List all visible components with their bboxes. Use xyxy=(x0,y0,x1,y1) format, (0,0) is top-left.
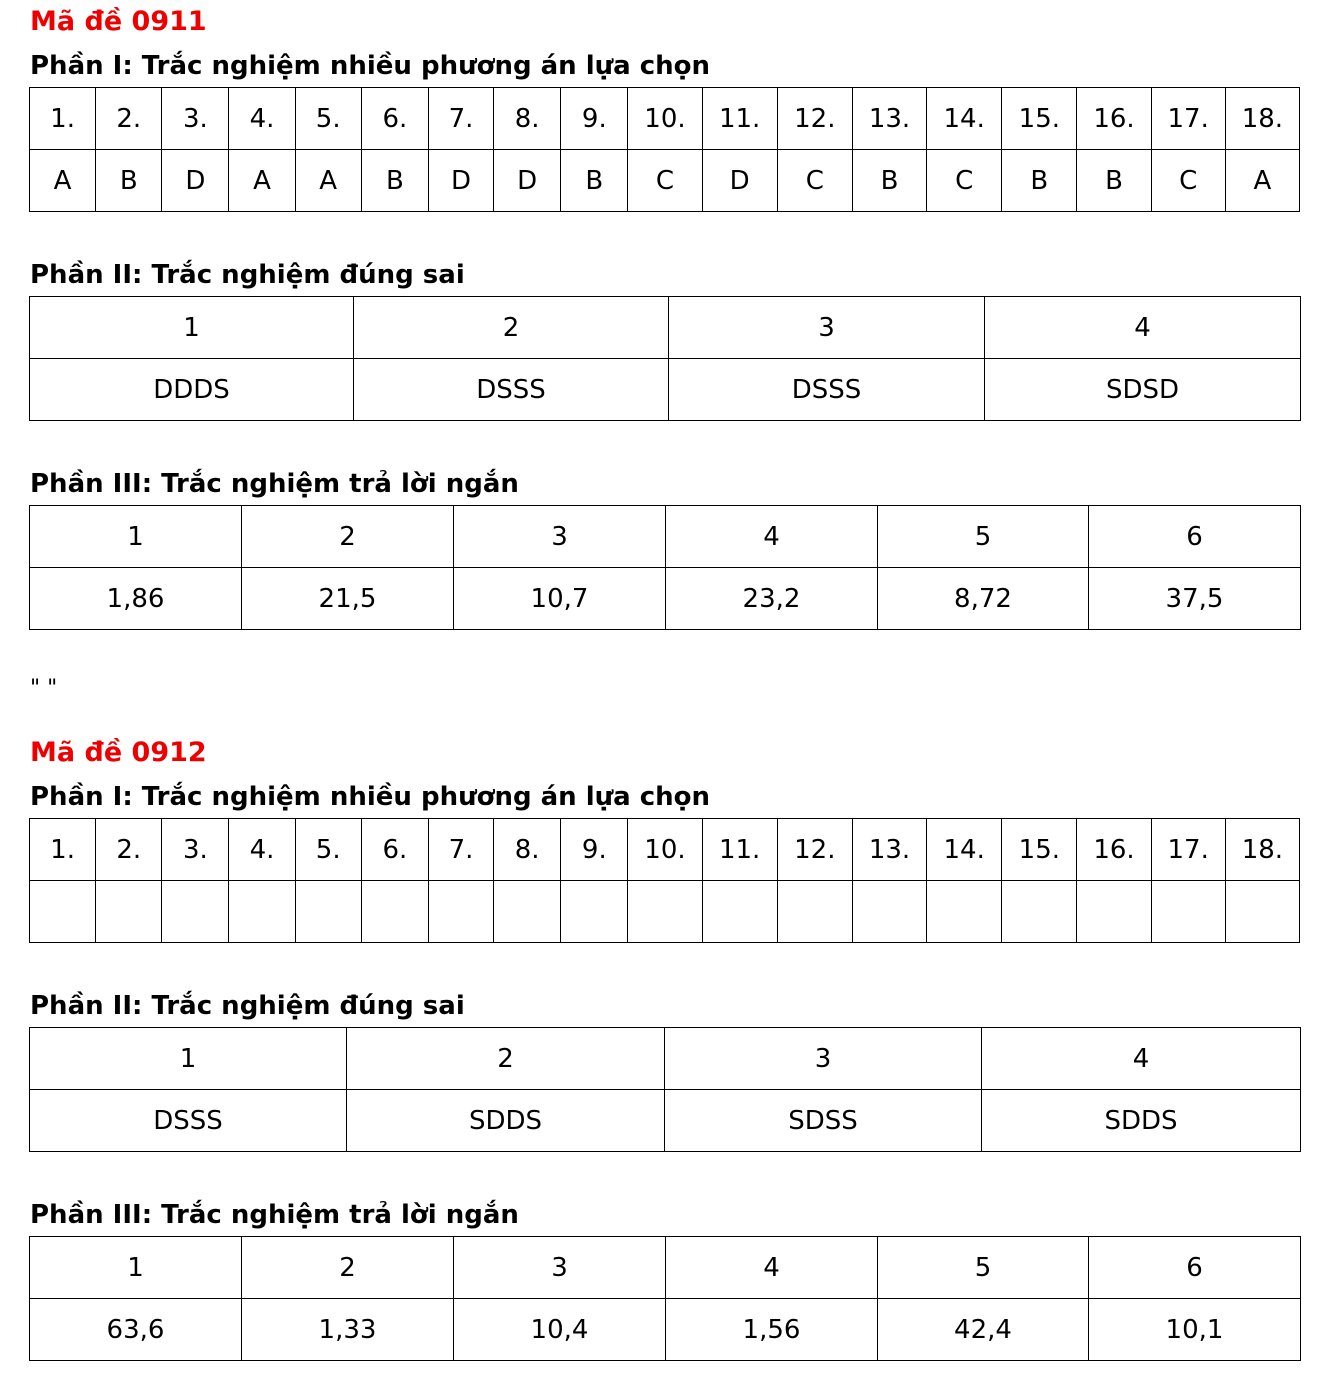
table-answer-row xyxy=(30,150,1300,212)
answer-cell xyxy=(1002,881,1077,943)
answer-cell: B xyxy=(1002,150,1077,212)
question-number-cell: 3 xyxy=(669,297,985,359)
question-number-cell: 18. xyxy=(1225,819,1299,881)
question-number-cell: 15. xyxy=(1002,88,1077,150)
question-number-cell: 2. xyxy=(96,819,162,881)
answer-cell: A xyxy=(295,150,361,212)
question-number-cell: 4. xyxy=(229,88,295,150)
answer-cell: SDSS xyxy=(665,1090,982,1152)
question-number-cell: 15. xyxy=(1002,819,1077,881)
question-number-cell: 6. xyxy=(361,819,428,881)
question-number-cell: 1. xyxy=(30,819,96,881)
table-answer-row xyxy=(30,1090,1301,1152)
table-header-row xyxy=(30,297,1301,359)
question-number-cell: 3 xyxy=(665,1028,982,1090)
answer-cell: SDSD xyxy=(985,359,1301,421)
part1-answer-table xyxy=(29,818,1300,943)
question-number-cell: 1 xyxy=(30,1237,242,1299)
separator-text: " " xyxy=(30,676,58,701)
answer-cell: A xyxy=(1225,150,1299,212)
question-number-cell: 6 xyxy=(1089,506,1301,568)
answer-cell: C xyxy=(628,150,702,212)
question-number-cell: 2. xyxy=(96,88,162,150)
exam-code-title: Mã đề 0911 xyxy=(30,6,207,37)
question-number-cell: 4 xyxy=(666,506,878,568)
answer-cell: 42,4 xyxy=(878,1299,1089,1361)
question-number-cell: 1. xyxy=(30,88,96,150)
question-number-cell: 2 xyxy=(354,297,669,359)
table-answer-row xyxy=(30,359,1301,421)
answer-cell: B xyxy=(1077,150,1151,212)
answer-cell: DSSS xyxy=(30,1090,347,1152)
question-number-cell: 5 xyxy=(878,1237,1089,1299)
answer-cell xyxy=(229,881,295,943)
question-number-cell: 1 xyxy=(30,506,242,568)
table-header-row xyxy=(30,88,1300,150)
part3-answer-table xyxy=(29,505,1301,630)
answer-cell xyxy=(295,881,361,943)
part2-title: Phần II: Trắc nghiệm đúng sai xyxy=(30,260,465,290)
answer-cell xyxy=(361,881,428,943)
question-number-cell: 2 xyxy=(347,1028,665,1090)
answer-cell xyxy=(162,881,229,943)
question-number-cell: 4 xyxy=(666,1237,878,1299)
answer-cell xyxy=(30,881,96,943)
answer-cell: C xyxy=(777,150,852,212)
question-number-cell: 9. xyxy=(561,819,628,881)
answer-cell: 10,1 xyxy=(1089,1299,1301,1361)
question-number-cell: 3 xyxy=(454,1237,666,1299)
question-number-cell: 5. xyxy=(295,88,361,150)
answer-cell: SDDS xyxy=(347,1090,665,1152)
part2-title: Phần II: Trắc nghiệm đúng sai xyxy=(30,991,465,1021)
question-number-cell: 3. xyxy=(162,819,229,881)
question-number-cell: 7. xyxy=(428,88,493,150)
answer-cell: A xyxy=(229,150,295,212)
question-number-cell: 17. xyxy=(1151,819,1225,881)
answer-cell: 8,72 xyxy=(878,568,1089,630)
table-header-row xyxy=(30,506,1301,568)
question-number-cell: 17. xyxy=(1151,88,1225,150)
answer-cell: 37,5 xyxy=(1089,568,1301,630)
question-number-cell: 11. xyxy=(702,88,777,150)
answer-cell xyxy=(1077,881,1151,943)
question-number-cell: 12. xyxy=(777,88,852,150)
answer-cell: DSSS xyxy=(354,359,669,421)
answer-cell: D xyxy=(494,150,561,212)
answer-cell: B xyxy=(96,150,162,212)
question-number-cell: 3. xyxy=(162,88,229,150)
table-header-row xyxy=(30,1028,1301,1090)
part1-answer-table xyxy=(29,87,1300,212)
question-number-cell: 6. xyxy=(361,88,428,150)
answer-cell xyxy=(1225,881,1299,943)
part1-title: Phần I: Trắc nghiệm nhiều phương án lựa chọn xyxy=(30,51,711,81)
table-header-row xyxy=(30,819,1300,881)
exam-code-title: Mã đề 0912 xyxy=(30,737,207,768)
question-number-cell: 8. xyxy=(494,819,561,881)
answer-cell: 1,86 xyxy=(30,568,242,630)
answer-cell xyxy=(561,881,628,943)
part2-answer-table xyxy=(29,296,1301,421)
question-number-cell: 5 xyxy=(878,506,1089,568)
answer-cell xyxy=(628,881,702,943)
answer-cell xyxy=(852,881,926,943)
question-number-cell: 8. xyxy=(494,88,561,150)
question-number-cell: 18. xyxy=(1225,88,1299,150)
answer-cell xyxy=(494,881,561,943)
answer-cell xyxy=(927,881,1002,943)
answer-cell xyxy=(1151,881,1225,943)
answer-cell: 23,2 xyxy=(666,568,878,630)
answer-cell xyxy=(702,881,777,943)
answer-cell: C xyxy=(1151,150,1225,212)
question-number-cell: 9. xyxy=(561,88,628,150)
answer-cell: 1,33 xyxy=(242,1299,454,1361)
question-number-cell: 7. xyxy=(428,819,493,881)
question-number-cell: 5. xyxy=(295,819,361,881)
question-number-cell: 4 xyxy=(985,297,1301,359)
question-number-cell: 14. xyxy=(927,819,1002,881)
part1-title: Phần I: Trắc nghiệm nhiều phương án lựa chọn xyxy=(30,782,711,812)
part3-answer-table xyxy=(29,1236,1301,1361)
question-number-cell: 2 xyxy=(242,506,454,568)
answer-cell: C xyxy=(927,150,1002,212)
answer-cell: 10,4 xyxy=(454,1299,666,1361)
question-number-cell: 11. xyxy=(702,819,777,881)
answer-cell: A xyxy=(30,150,96,212)
question-number-cell: 1 xyxy=(30,297,354,359)
answer-cell xyxy=(777,881,852,943)
question-number-cell: 12. xyxy=(777,819,852,881)
answer-cell: 63,6 xyxy=(30,1299,242,1361)
question-number-cell: 10. xyxy=(628,88,702,150)
question-number-cell: 6 xyxy=(1089,1237,1301,1299)
question-number-cell: 13. xyxy=(852,819,926,881)
answer-cell: B xyxy=(561,150,628,212)
question-number-cell: 13. xyxy=(852,88,926,150)
question-number-cell: 2 xyxy=(242,1237,454,1299)
question-number-cell: 4. xyxy=(229,819,295,881)
question-number-cell: 10. xyxy=(628,819,702,881)
question-number-cell: 3 xyxy=(454,506,666,568)
table-answer-row xyxy=(30,1299,1301,1361)
answer-cell: B xyxy=(361,150,428,212)
table-header-row xyxy=(30,1237,1301,1299)
question-number-cell: 16. xyxy=(1077,88,1151,150)
table-answer-row xyxy=(30,881,1300,943)
answer-cell: 10,7 xyxy=(454,568,666,630)
answer-cell: 21,5 xyxy=(242,568,454,630)
answer-cell: DSSS xyxy=(669,359,985,421)
part3-title: Phần III: Trắc nghiệm trả lời ngắn xyxy=(30,469,519,499)
question-number-cell: 14. xyxy=(927,88,1002,150)
answer-cell: D xyxy=(162,150,229,212)
answer-cell: B xyxy=(852,150,926,212)
table-answer-row xyxy=(30,568,1301,630)
question-number-cell: 4 xyxy=(982,1028,1301,1090)
question-number-cell: 1 xyxy=(30,1028,347,1090)
answer-cell xyxy=(428,881,493,943)
answer-cell: DDDS xyxy=(30,359,354,421)
answer-cell: 1,56 xyxy=(666,1299,878,1361)
part3-title: Phần III: Trắc nghiệm trả lời ngắn xyxy=(30,1200,519,1230)
answer-cell: SDDS xyxy=(982,1090,1301,1152)
answer-cell: D xyxy=(428,150,493,212)
answer-cell xyxy=(96,881,162,943)
question-number-cell: 16. xyxy=(1077,819,1151,881)
part2-answer-table xyxy=(29,1027,1301,1152)
answer-cell: D xyxy=(702,150,777,212)
